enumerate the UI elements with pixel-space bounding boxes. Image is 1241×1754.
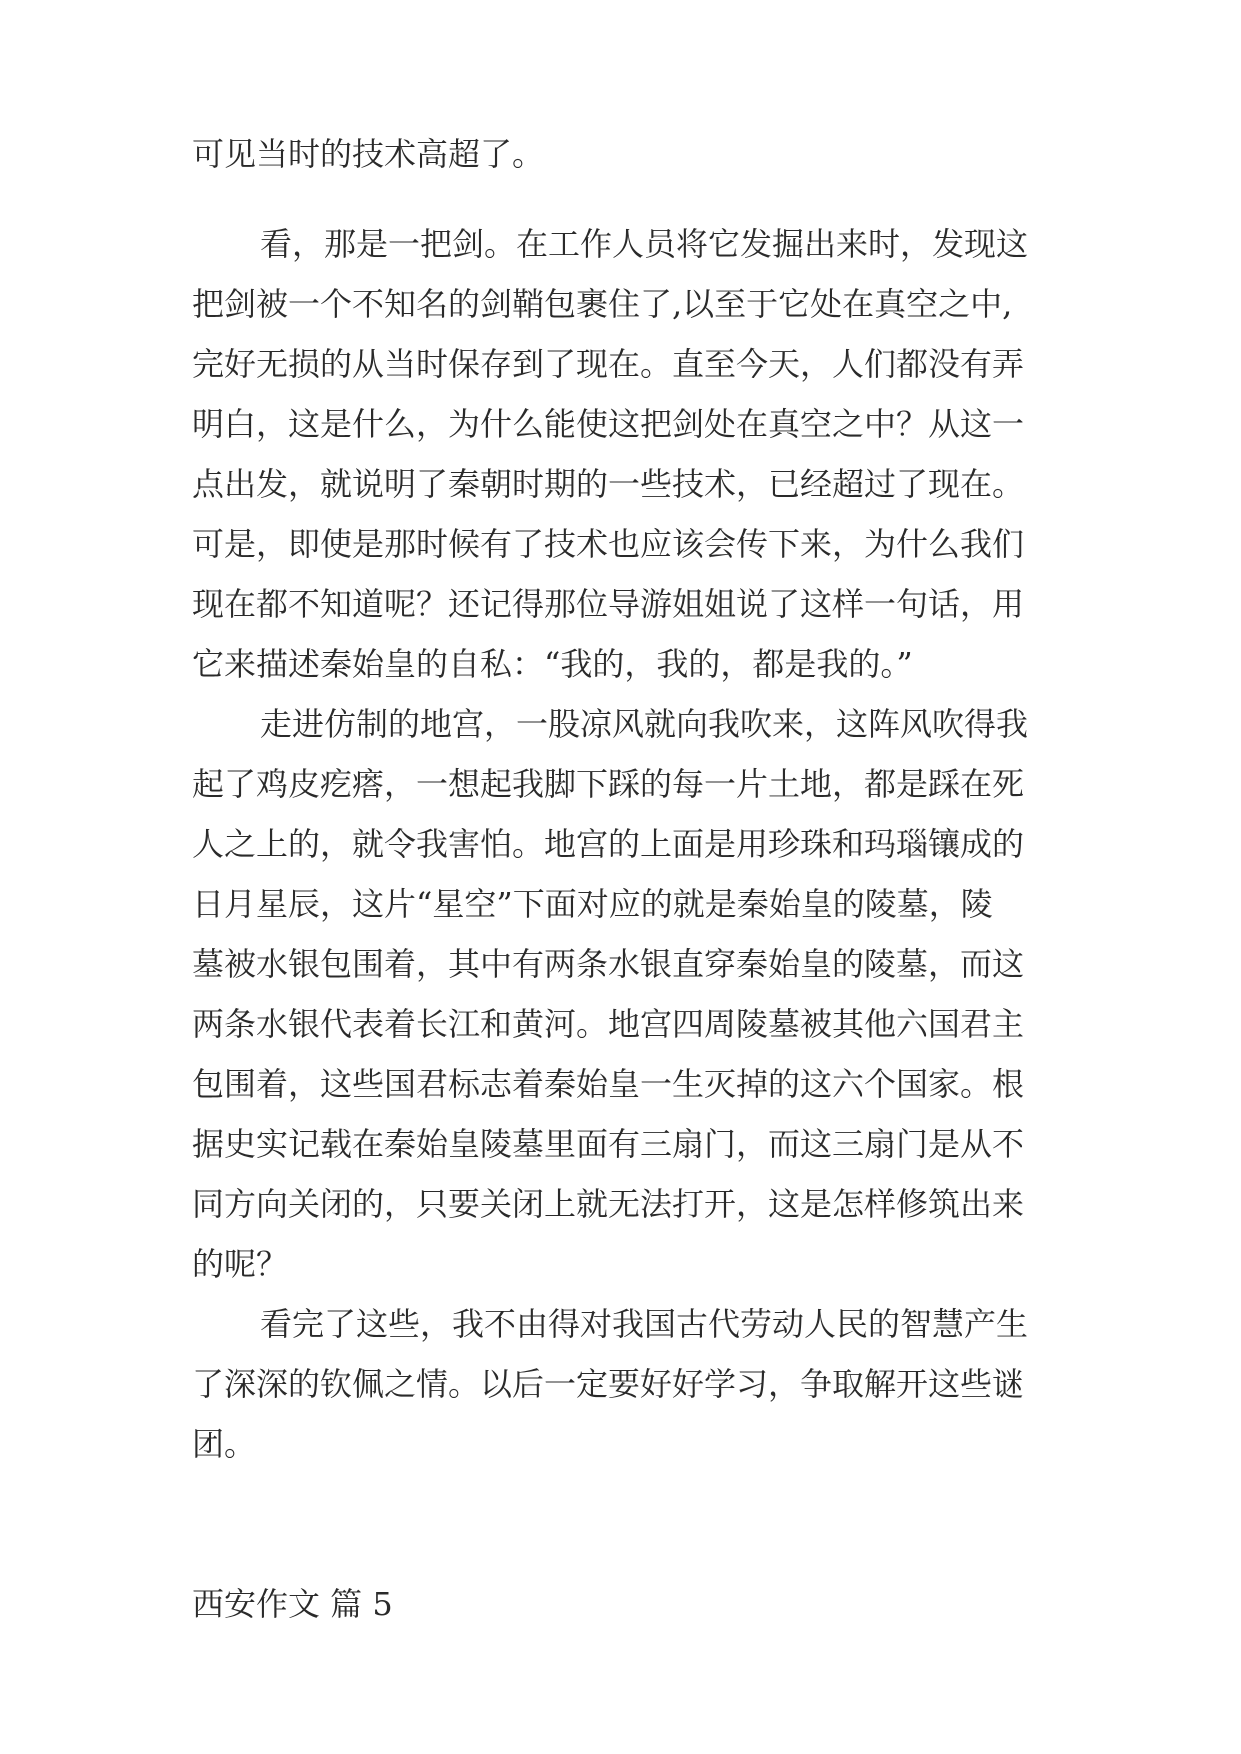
line-text: 走进仿制的地宫，一股凉风就向我吹来，这阵风吹得我 [260,705,1029,743]
line-text: 据史实记载在秦始皇陵墓里面有三扇门，而这三扇门是从不 [192,1125,1025,1163]
line-text: 人之上的，就令我害怕。地宫的上面是用珍珠和玛瑙镶成的 [192,825,1025,863]
line-text: 把剑被一个不知名的剑鞘包裹住了,以至于它处在真空之中, [192,285,1013,323]
line-text: 了深深的钦佩之情。以后一定要好好学习，争取解开这些谜 [192,1365,1025,1403]
line-text: 完好无损的从当时保存到了现在。直至今天，人们都没有弄 [192,345,1025,383]
line-text: 看完了这些，我不由得对我国古代劳动人民的智慧产生 [260,1305,1029,1343]
line-text: 它来描述秦始皇的自私：“我的，我的，都是我的。” [192,645,913,683]
line-text: 日月星辰，这片“星空”下面对应的就是秦始皇的陵墓，陵 [192,885,993,923]
line-text: 同方向关闭的，只要关闭上就无法打开，这是怎样修筑出来 [192,1185,1025,1223]
line-text: 看，那是一把剑。在工作人员将它发掘出来时，发现这 [260,225,1029,263]
line-text: 团。 [192,1425,257,1463]
heading-text: 西安作文 篇 5 [192,1585,393,1623]
line-text: 现在都不知道呢？还记得那位导游姐姐说了这样一句话，用 [192,585,1025,623]
line-text: 可见当时的技术高超了。 [192,135,545,173]
line-text: 明白，这是什么，为什么能使这把剑处在真空之中？从这一 [192,405,1025,443]
line-text: 起了鸡皮疙瘩，一想起我脚下踩的每一片土地，都是踩在死 [192,765,1025,803]
line-text: 可是，即使是那时候有了技术也应该会传下来，为什么我们 [192,525,1025,563]
line-text: 点出发，就说明了秦朝时期的一些技术，已经超过了现在。 [192,465,1025,503]
line-text: 的呢？ [192,1245,289,1283]
line-text: 墓被水银包围着，其中有两条水银直穿秦始皇的陵墓，而这 [192,945,1025,983]
line-text: 包围着，这些国君标志着秦始皇一生灭掉的这六个国家。根 [192,1065,1025,1103]
line-text: 两条水银代表着长江和黄河。地宫四周陵墓被其他六国君主 [192,1005,1025,1043]
